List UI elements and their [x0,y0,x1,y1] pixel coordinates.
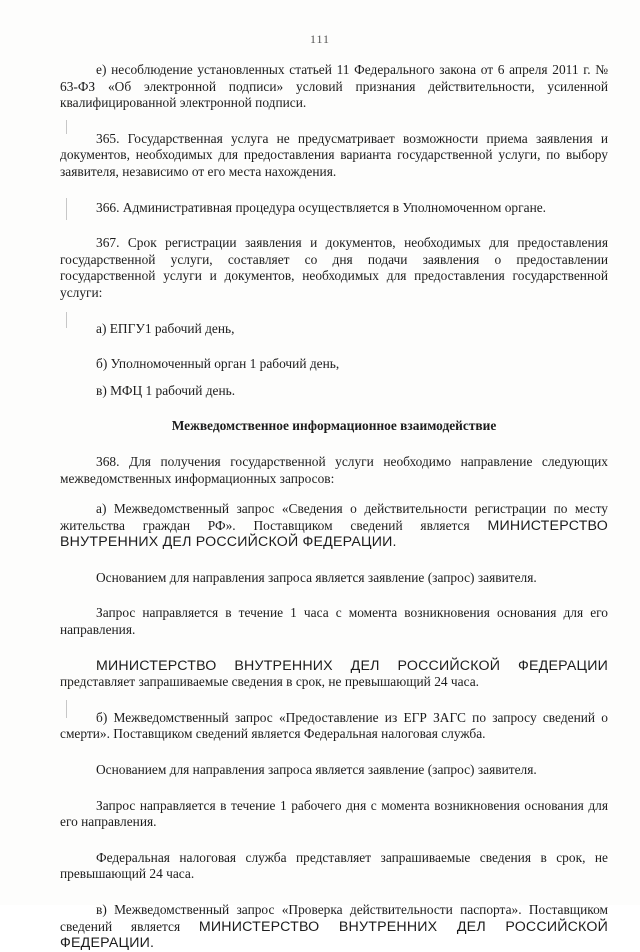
paragraph-mvd-term [60,658,608,691]
paragraph-367: 367. Срок регистрации заявления и документов, необходимых для предоставления государственной услуги, составляет со дня подачи заявления о предоставлении государственной услуги и документов, необходимых для предоставления государственной услуги: [60,235,608,300]
paragraph-e: е) несоблюдение установленных статьей 11 Федерального закона от 6 апреля 2011 г. № 63-ФЗ «Об электронной подписи» условий признания действительности, усиленной квалифицированной электронной подписи. [60,62,608,111]
paragraph-mvd-term-text: представляет запрашиваемые сведения в срок, не превышающий 24 часа. [60,674,480,690]
section-heading: Межведомственное информационное взаимодействие [171,418,497,434]
paragraph-366: 366. Административная процедура осуществляется в Уполномоченном органе. [96,199,547,215]
paragraph-365: 365. Государственная услуга не предусматривает возможности приема заявления и документов, необходимых для предоставления варианта государственной услуги, по выбору заявителя, независимо от его места нахождения. [60,130,608,179]
document-body [60,62,608,952]
paragraph-368-a-ministry: МИНИСТЕРСТВО ВНУТРЕННИХ ДЕЛ РОССИЙСКОЙ ФЕДЕРАЦИИ. [60,517,608,551]
paragraph-fns-term: Федеральная налоговая служба представляет запрашиваемые сведения в срок, не превышающий 24 часа. [60,849,608,882]
paragraph-sent-2: Запрос направляется в течение 1 рабочего дня с момента возникновения основания для его направления. [60,797,608,830]
paragraph-368-a [60,501,608,551]
paragraph-368-a-text: а) Межведомственный запрос «Сведения о действительности регистрации по месту жительства граждан РФ». Поставщиком сведений является [60,501,608,533]
paragraph-368: 368. Для получения государственной услуги необходимо направление следующих межведомственных информационных запросов: [60,453,608,486]
paragraph-367-a: а) ЕПГУ1 рабочий день, [96,320,235,336]
paragraph-367-c: в) МФЦ 1 рабочий день. [96,382,236,398]
paragraph-sent-1: Запрос направляется в течение 1 часа с момента возникновения основания для его направления. [60,605,608,638]
paragraph-mvd-term-ministry: МИНИСТЕРСТВО ВНУТРЕННИХ ДЕЛ РОССИЙСКОЙ ФЕДЕРАЦИИ [96,657,608,674]
paragraph-368-v [60,902,608,952]
page-number: 111 [309,32,331,46]
paragraph-basis-1: Основанием для направления запроса является заявление (запрос) заявителя. [96,569,537,585]
paragraph-368-v-text: в) Межведомственный запрос «Проверка действительности паспорта». Поставщиком сведений является [60,902,608,934]
paragraph-368-v-ministry: МИНИСТЕРСТВО ВНУТРЕННИХ ДЕЛ РОССИЙСКОЙ ФЕДЕРАЦИИ. [60,918,608,952]
paragraph-basis-2: Основанием для направления запроса является заявление (запрос) заявителя. [96,762,537,778]
paragraph-367-b: б) Уполномоченный орган 1 рабочий день, [96,356,340,372]
paragraph-368-b: б) Межведомственный запрос «Предоставление из ЕГР ЗАГС по запросу сведений о смерти». Поставщиком сведений является Федеральная налоговая служба. [60,709,608,742]
